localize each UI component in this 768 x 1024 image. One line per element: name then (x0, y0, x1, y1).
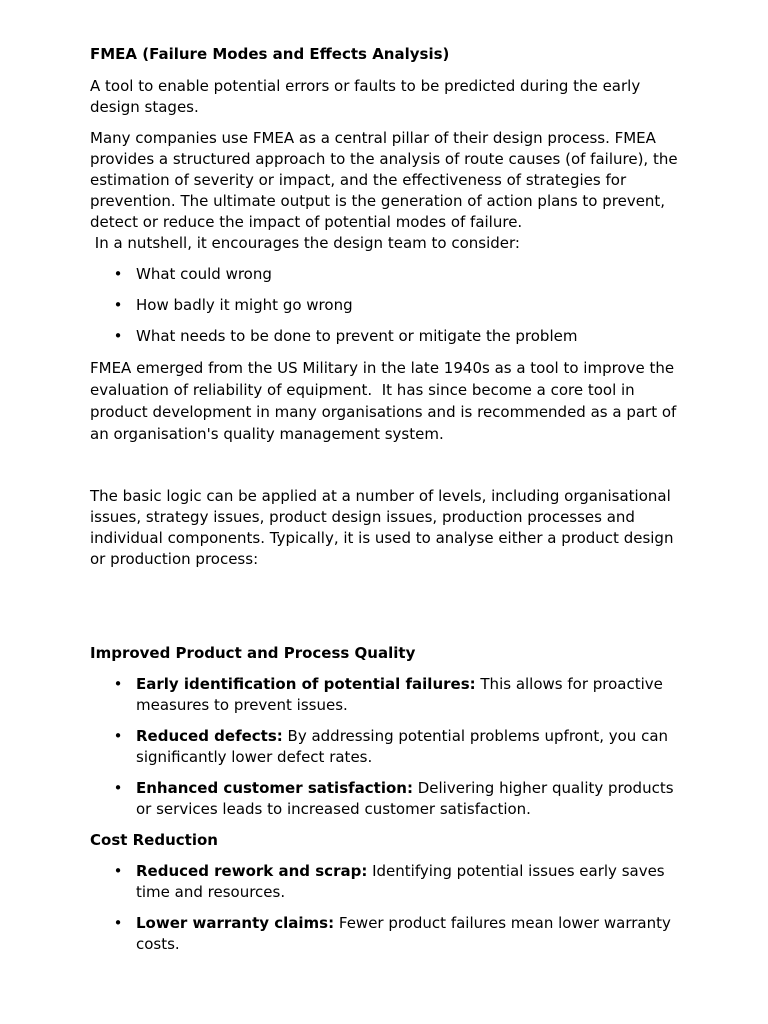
list-item (113, 326, 680, 347)
list-item (113, 726, 680, 768)
history-paragraph: FMEA emerged from the US Military in the late 1940s as a tool to improve the evaluation of reliability of equipment. It has since become a core tool in product development in many organisations and is recommended as a part of an organisation's quality management system. (90, 359, 682, 443)
list-item-label: Reduced defects: (136, 727, 283, 745)
section-heading-quality: Improved Product and Process Quality (90, 644, 416, 662)
list-item-text: Identifying potential issues early saves time and resources. (136, 862, 665, 901)
overview-paragraph (90, 128, 680, 254)
basic-logic-paragraph: The basic logic can be applied at a number of levels, including organisational issues, strategy issues, product design issues, production processes and individual components. Typically, it is used to analyse either a product design or production process: (90, 487, 674, 568)
list-item-label: Reduced rework and scrap: (136, 862, 368, 880)
nutshell-text: In a nutshell, it encourages the design team to consider: (90, 234, 520, 252)
list-item (113, 778, 680, 820)
blank-spacer (90, 580, 680, 643)
bullet-icon: • (113, 779, 123, 797)
list-item-text: What could wrong (136, 265, 272, 283)
list-item-text: How badly it might go wrong (136, 296, 353, 314)
list-item-text: Fewer product failures mean lower warranty costs. (136, 914, 671, 953)
bullet-icon: • (113, 265, 123, 283)
cost-benefits-list (90, 861, 680, 955)
bullet-icon: • (113, 727, 123, 745)
list-item (113, 861, 680, 903)
quality-benefits-list (90, 674, 680, 820)
list-item (113, 264, 680, 285)
list-item-text: By addressing potential problems upfront, you can significantly lower defect rates. (136, 727, 669, 766)
intro-paragraph: A tool to enable potential errors or faults to be predicted during the early design stages. (90, 77, 641, 116)
section-heading-cost: Cost Reduction (90, 831, 218, 849)
list-item-label: Lower warranty claims: (136, 914, 335, 932)
list-item-text: What needs to be done to prevent or mitigate the problem (136, 327, 578, 345)
list-item (113, 295, 680, 316)
consider-list (90, 264, 680, 347)
list-item-text: This allows for proactive measures to prevent issues. (136, 675, 663, 714)
bullet-icon: • (113, 914, 123, 932)
bullet-icon: • (113, 296, 123, 314)
list-item (113, 674, 680, 716)
blank-spacer (90, 455, 680, 486)
bullet-icon: • (113, 327, 123, 345)
bullet-icon: • (113, 675, 123, 693)
document-title: FMEA (Failure Modes and Effects Analysis) (90, 45, 450, 63)
list-item-label: Enhanced customer satisfaction: (136, 779, 413, 797)
list-item-text: Delivering higher quality products or services leads to increased customer satisfaction. (136, 779, 674, 818)
list-item (113, 913, 680, 955)
bullet-icon: • (113, 862, 123, 880)
list-item-label: Early identification of potential failures: (136, 675, 476, 693)
overview-main-text: Many companies use FMEA as a central pillar of their design process. FMEA provides a structured approach to the analysis of route causes (of failure), the estimation of severity or impact, and the effectiveness of strategies for prevention. The ultimate output is the generation of action plans to prevent, detect or reduce the impact of potential modes of failure. (90, 129, 678, 231)
